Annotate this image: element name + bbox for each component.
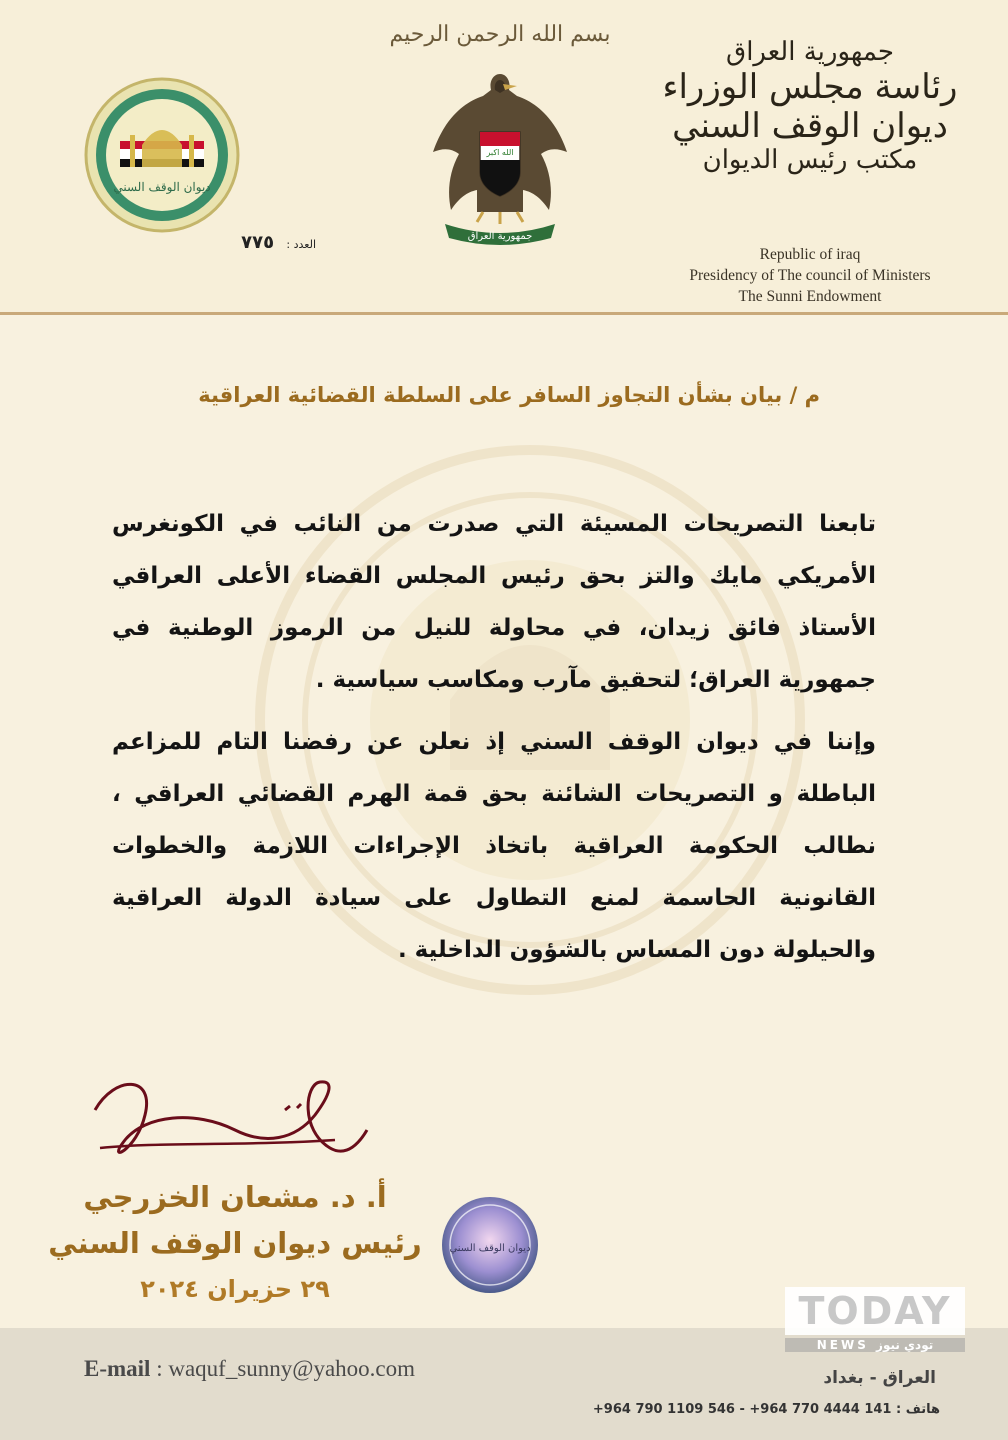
letter-subject: م / بيان بشأن التجاوز السافر على السلطة القضائية العراقية bbox=[198, 383, 820, 407]
email-address[interactable]: waquf_sunny@yahoo.com bbox=[168, 1356, 416, 1381]
english-letterhead bbox=[660, 244, 960, 307]
eagle-banner-text: جمهورية العراق bbox=[467, 231, 533, 242]
email-separator: : bbox=[150, 1356, 169, 1381]
footer-phone bbox=[540, 1402, 940, 1417]
today-news-watermark-subtitle: NEWS تودي نيوز bbox=[785, 1338, 965, 1352]
english-letterhead-line-2: Presidency of The council of Ministers bbox=[689, 267, 931, 284]
stamp-text: ديوان الوقف السني bbox=[449, 1243, 531, 1254]
english-letterhead-line-1: Republic of iraq bbox=[759, 246, 861, 263]
body-paragraph-2: وإننا في ديوان الوقف السني إذ نعلن عن رفضنا التام للمزاعم الباطلة و التصريحات الشائنة بحق قمة الهرم القضائي العراقي ، نطالب الحكومة العراقية باتخاذ الإجراءات اللازمة والخطوات القانونية الحاسمة لمنع التطاول على سيادة الدولة العراقية والحيلولة دون المساس بالشؤون الداخلية . bbox=[112, 729, 876, 963]
signer-name: أ. د. مشعان الخزرجي bbox=[83, 1180, 387, 1214]
arabic-letterhead bbox=[660, 38, 960, 176]
document-number-value: ٧٧٥ bbox=[241, 232, 275, 253]
english-letterhead-line-3: The Sunni Endowment bbox=[738, 288, 882, 305]
basmala: بسم الله الرحمن الرحيم bbox=[389, 22, 611, 47]
arabic-letterhead-line-2: رئاسة مجلس الوزراء bbox=[662, 66, 958, 107]
signer-title: رئيس ديوان الوقف السني bbox=[48, 1226, 422, 1260]
footer-city: العراق - بغداد bbox=[823, 1368, 936, 1388]
document-number-label: العدد : bbox=[286, 238, 316, 251]
handwritten-signature-icon bbox=[85, 1070, 375, 1180]
arabic-letterhead-line-1: جمهورية العراق bbox=[726, 37, 894, 67]
footer-email bbox=[84, 1356, 415, 1382]
email-label: E-mail bbox=[84, 1356, 151, 1381]
document-number bbox=[196, 232, 316, 253]
seal-text: ديوان الوقف السني bbox=[113, 180, 211, 194]
signature-date: ٢٩ حزيران ٢٠٢٤ bbox=[140, 1275, 330, 1303]
today-news-watermark-logo: TODAY bbox=[785, 1287, 965, 1335]
sunni-endowment-seal-icon bbox=[82, 75, 242, 235]
eagle-motto: الله اكبر bbox=[486, 148, 514, 157]
phone-numbers: +964 790 1109 546 - +964 770 4444 141 bbox=[592, 1402, 892, 1417]
phone-label: هاتف : bbox=[896, 1402, 940, 1417]
arabic-letterhead-line-3: ديوان الوقف السني bbox=[672, 105, 948, 146]
official-stamp-icon bbox=[440, 1195, 540, 1295]
body-paragraph-1: تابعنا التصريحات المسيئة التي صدرت من النائب في الكونغرس الأمريكي مايك والتز بحق رئيس المجلس القضاء الأعلى العراقي الأستاذ فائق زيدان، في محاولة للنيل من الرموز الوطنية في جمهورية العراق؛ لتحقيق مآرب ومكاسب سياسية . bbox=[112, 511, 876, 693]
arabic-letterhead-line-4: مكتب رئيس الديوان bbox=[702, 145, 918, 176]
iraq-eagle-emblem-icon bbox=[425, 62, 575, 252]
letterhead-divider bbox=[0, 312, 1008, 315]
